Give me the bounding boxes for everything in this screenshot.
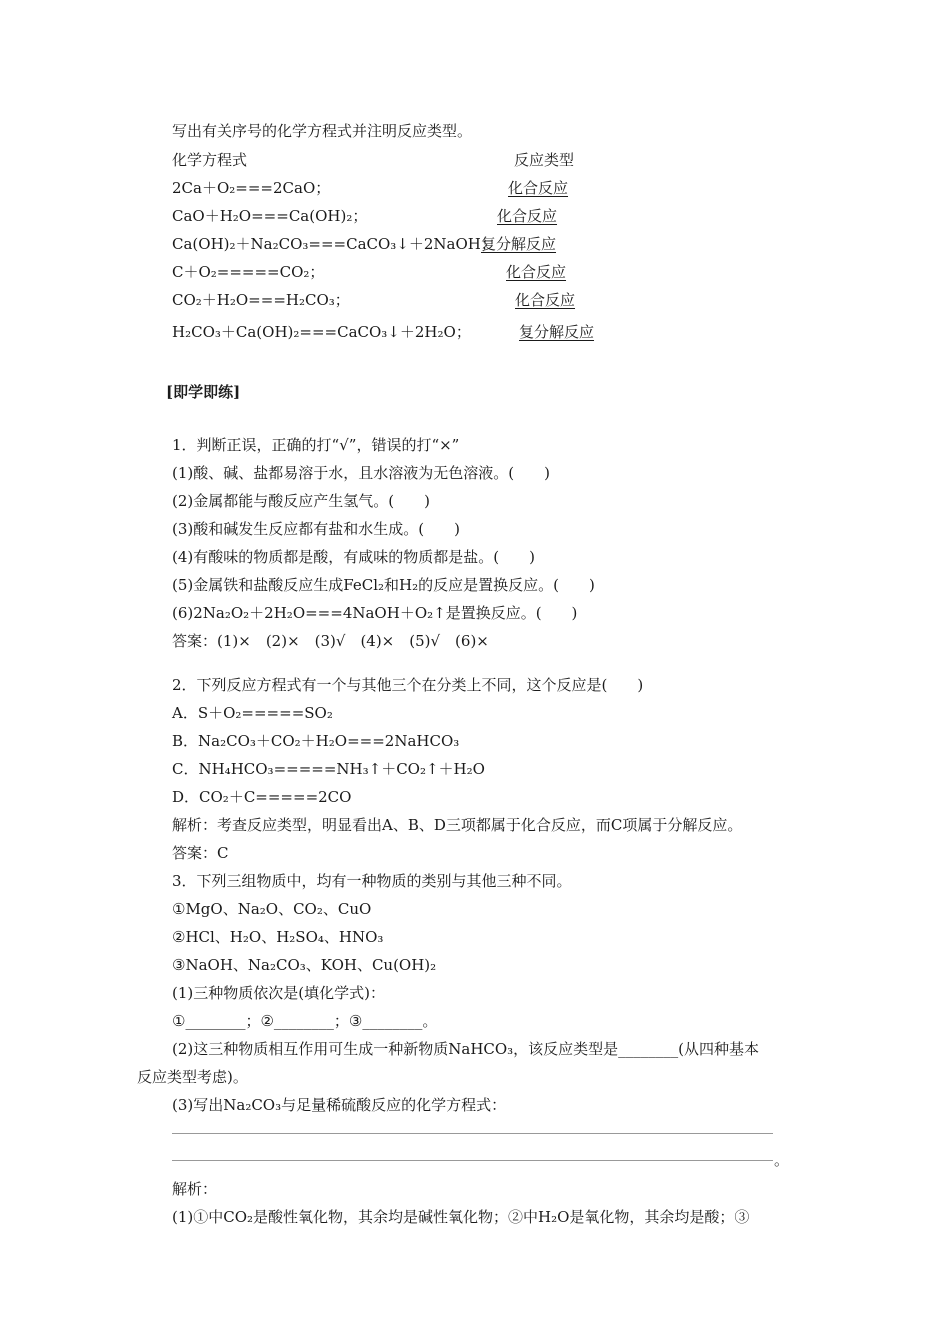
q2-stem: 2．下列反应方程式有一个与其他三个在分类上不同，这个反应是( ): [172, 676, 644, 694]
q1-item-4: (4)有酸味的物质都是酸，有咸味的物质都是盐。( ): [172, 548, 535, 566]
q1-item-3: (3)酸和碱发生反应都有盐和水生成。( ): [172, 520, 460, 538]
answer-line-2: [172, 1160, 773, 1161]
q2-analysis: 解析：考查反应类型，明显看出A、B、D三项都属于化合反应，而C项属于分解反应。: [172, 816, 743, 834]
q1-item-5: (5)金属铁和盐酸反应生成FeCl₂和H₂的反应是置换反应。( ): [172, 576, 595, 594]
section-title: [即学即练]: [166, 383, 241, 401]
q3-part-1: (1)三种物质依次是(填化学式)：: [172, 984, 385, 1002]
equation-2: CaO＋H₂O===Ca(OH)₂；: [172, 207, 368, 225]
reaction-type-5: 化合反应: [515, 291, 576, 309]
reaction-type-1: 化合反应: [508, 179, 569, 197]
q1-stem: 1．判断正误，正确的打“√”，错误的打“×”: [172, 436, 460, 454]
column-header-type: 反应类型: [514, 151, 575, 169]
reaction-type-2: 化合反应: [497, 207, 558, 225]
q2-answer: 答案：C: [172, 844, 229, 862]
q2-option-b: B．Na₂CO₃＋CO₂＋H₂O===2NaHCO₃: [172, 732, 460, 750]
q3-part-2-line-1: (2)这三种物质相互作用可生成一种新物质NaHCO₃，该反应类型是________(从四种基本: [172, 1040, 760, 1058]
equation-4: C＋O₂=====CO₂；: [172, 263, 325, 281]
q3-group-1: ①MgO、Na₂O、CO₂、CuO: [172, 900, 372, 918]
q3-group-2: ②HCl、H₂O、H₂SO₄、HNO₃: [172, 928, 384, 946]
q3-group-3: ③NaOH、Na₂CO₃、KOH、Cu(OH)₂: [172, 956, 437, 974]
reaction-type-4: 化合反应: [506, 263, 567, 281]
q2-option-a: A．S＋O₂=====SO₂: [172, 704, 333, 722]
q3-part-3: (3)写出Na₂CO₃与足量稀硫酸反应的化学方程式：: [172, 1096, 507, 1114]
q1-item-6: (6)2Na₂O₂＋2H₂O===4NaOH＋O₂↑是置换反应。( ): [172, 604, 578, 622]
q1-item-1: (1)酸、碱、盐都易溶于水，且水溶液为无色溶液。( ): [172, 464, 550, 482]
q1-answer: 答案：(1)× (2)× (3)√ (4)× (5)√ (6)×: [172, 632, 489, 650]
column-header-equation: 化学方程式: [172, 151, 248, 169]
q3-stem: 3．下列三组物质中，均有一种物质的类别与其他三种不同。: [172, 872, 572, 890]
intro-title: 写出有关序号的化学方程式并注明反应类型。: [172, 122, 473, 140]
reaction-type-6: 复分解反应: [519, 323, 595, 341]
q3-part-2-line-2: 反应类型考虑)。: [137, 1068, 248, 1086]
q2-option-c: C．NH₄HCO₃=====NH₃↑＋CO₂↑＋H₂O: [172, 760, 485, 778]
q1-item-2: (2)金属都能与酸反应产生氢气。( ): [172, 492, 430, 510]
answer-line-1: [172, 1133, 773, 1134]
equation-6: H₂CO₃＋Ca(OH)₂===CaCO₃↓＋2H₂O；: [172, 323, 471, 341]
q3-analysis-label: 解析：: [172, 1180, 218, 1198]
reaction-type-3: 复分解反应: [481, 235, 557, 253]
answer-line-end-mark: 。: [774, 1151, 790, 1169]
q3-part-1-blanks: ①________；②________；③________。: [172, 1012, 438, 1030]
equation-3: Ca(OH)₂＋Na₂CO₃===CaCO₃↓＋2NaOH；: [172, 235, 496, 253]
equation-1: 2Ca＋O₂===2CaO；: [172, 179, 331, 197]
q2-option-d: D．CO₂＋C=====2CO: [172, 788, 352, 806]
q3-analysis-line: (1)①中CO₂是酸性氧化物，其余均是碱性氧化物；②中H₂O是氧化物，其余均是酸；③: [172, 1208, 750, 1226]
equation-5: CO₂＋H₂O===H₂CO₃；: [172, 291, 350, 309]
